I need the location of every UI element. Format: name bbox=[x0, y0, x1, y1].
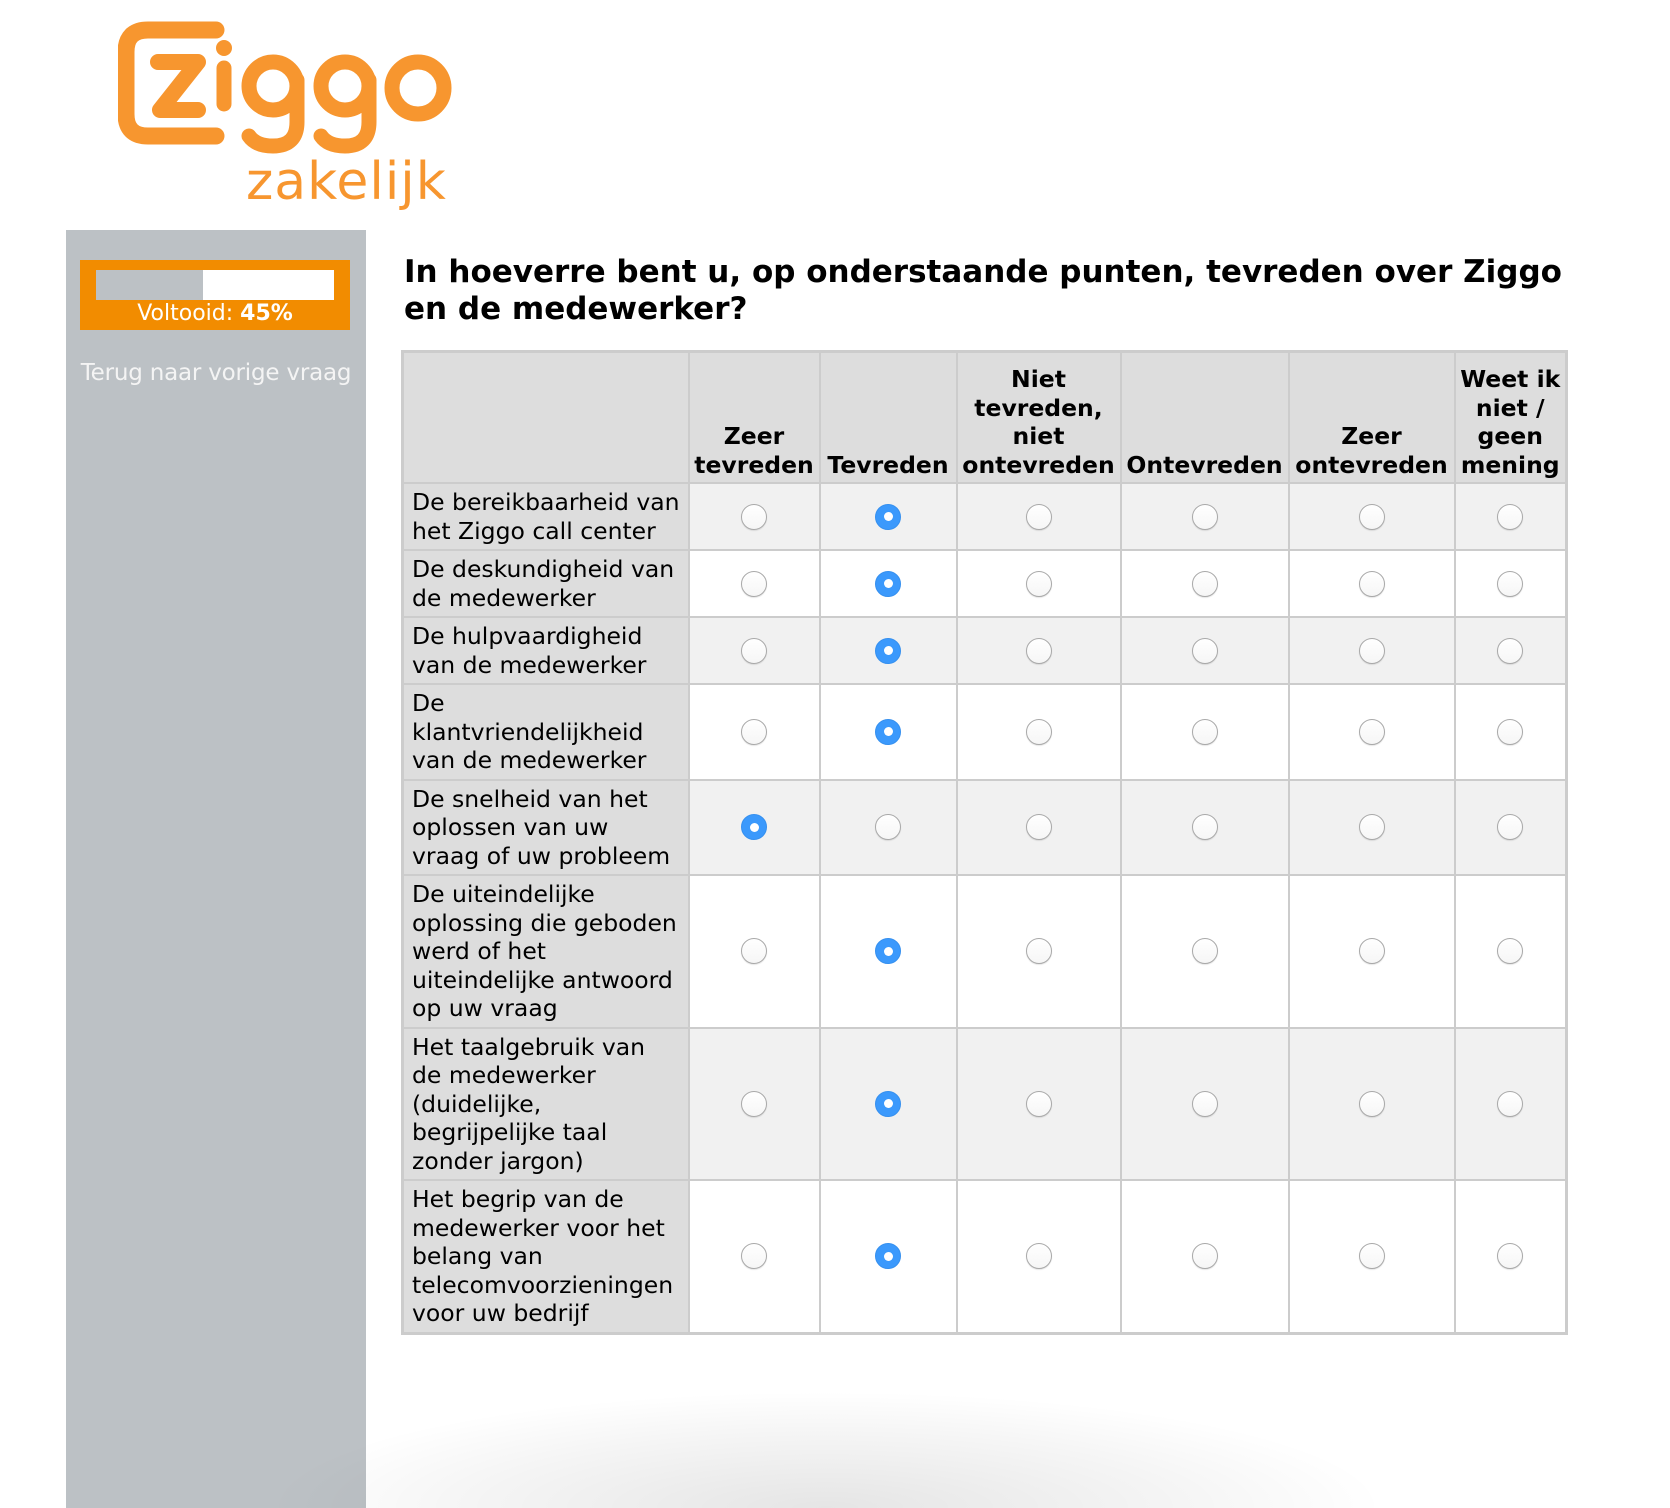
radio-unselected[interactable] bbox=[1359, 571, 1385, 597]
option-cell[interactable] bbox=[820, 1180, 957, 1333]
radio-unselected[interactable] bbox=[1192, 638, 1218, 664]
option-cell[interactable] bbox=[1455, 483, 1567, 550]
option-cell[interactable] bbox=[1455, 875, 1567, 1028]
statement-label: De klantvriendelijkheid van de medewerker bbox=[403, 684, 689, 780]
option-cell[interactable] bbox=[689, 483, 820, 550]
option-cell[interactable] bbox=[1455, 550, 1567, 617]
option-cell[interactable] bbox=[1289, 617, 1455, 684]
matrix-row bbox=[403, 617, 1567, 684]
option-cell[interactable] bbox=[689, 617, 820, 684]
statement-label: De deskundigheid van de medewerker bbox=[403, 550, 689, 617]
radio-unselected[interactable] bbox=[1497, 504, 1523, 530]
column-header: Zeer ontevreden bbox=[1289, 352, 1455, 484]
option-cell[interactable] bbox=[1121, 875, 1289, 1028]
radio-unselected[interactable] bbox=[741, 1243, 767, 1269]
option-cell[interactable] bbox=[820, 617, 957, 684]
option-cell[interactable] bbox=[1289, 1028, 1455, 1181]
option-cell[interactable] bbox=[1121, 1028, 1289, 1181]
option-cell[interactable] bbox=[957, 684, 1121, 780]
matrix-row bbox=[403, 483, 1567, 550]
column-header: Ontevreden bbox=[1121, 352, 1289, 484]
option-cell[interactable] bbox=[1121, 550, 1289, 617]
radio-unselected[interactable] bbox=[1026, 1091, 1052, 1117]
option-cell[interactable] bbox=[1289, 1180, 1455, 1333]
matrix-row bbox=[403, 1028, 1567, 1181]
option-cell[interactable] bbox=[957, 1028, 1121, 1181]
radio-unselected[interactable] bbox=[1026, 814, 1052, 840]
radio-unselected[interactable] bbox=[1192, 1243, 1218, 1269]
radio-unselected[interactable] bbox=[1359, 638, 1385, 664]
statement-label: Het taalgebruik van de medewerker (duidelijke, begrijpelijke taal zonder jargon) bbox=[403, 1028, 689, 1181]
radio-unselected[interactable] bbox=[1497, 1243, 1523, 1269]
ziggo-zakelijk-logo bbox=[118, 18, 468, 233]
radio-unselected[interactable] bbox=[1026, 504, 1052, 530]
option-cell[interactable] bbox=[957, 1180, 1121, 1333]
matrix-header-empty bbox=[403, 352, 689, 484]
radio-selected[interactable] bbox=[875, 1243, 901, 1269]
option-cell[interactable] bbox=[820, 483, 957, 550]
radio-unselected[interactable] bbox=[1192, 938, 1218, 964]
statement-label: De bereikbaarheid van het Ziggo call center bbox=[403, 483, 689, 550]
option-cell[interactable] bbox=[1455, 617, 1567, 684]
radio-unselected[interactable] bbox=[1359, 1243, 1385, 1269]
radio-unselected[interactable] bbox=[741, 938, 767, 964]
radio-selected[interactable] bbox=[875, 1091, 901, 1117]
option-cell[interactable] bbox=[820, 550, 957, 617]
radio-unselected[interactable] bbox=[741, 504, 767, 530]
option-cell[interactable] bbox=[1121, 780, 1289, 876]
option-cell[interactable] bbox=[689, 1180, 820, 1333]
option-cell[interactable] bbox=[957, 617, 1121, 684]
radio-unselected[interactable] bbox=[1497, 1091, 1523, 1117]
option-cell[interactable] bbox=[1455, 1028, 1567, 1181]
radio-unselected[interactable] bbox=[741, 1091, 767, 1117]
progress-value: 45% bbox=[240, 301, 293, 326]
matrix-row bbox=[403, 875, 1567, 1028]
radio-unselected[interactable] bbox=[1192, 814, 1218, 840]
option-cell[interactable] bbox=[689, 550, 820, 617]
option-cell[interactable] bbox=[689, 684, 820, 780]
radio-unselected[interactable] bbox=[875, 814, 901, 840]
option-cell[interactable] bbox=[1289, 684, 1455, 780]
progress-label bbox=[80, 301, 350, 327]
radio-unselected[interactable] bbox=[1026, 571, 1052, 597]
option-cell[interactable] bbox=[1121, 617, 1289, 684]
statement-label: De uiteindelijke oplossing die geboden werd of het uiteindelijke antwoord op uw vraag bbox=[403, 875, 689, 1028]
radio-unselected[interactable] bbox=[1192, 504, 1218, 530]
radio-unselected[interactable] bbox=[1026, 719, 1052, 745]
radio-selected[interactable] bbox=[741, 814, 767, 840]
bottom-shadow bbox=[260, 1390, 1390, 1508]
progress-label-text: Voltooid: bbox=[137, 301, 234, 326]
column-header: Tevreden bbox=[820, 352, 957, 484]
radio-unselected[interactable] bbox=[1497, 638, 1523, 664]
column-header: Niet tevreden, niet ontevreden bbox=[957, 352, 1121, 484]
matrix-row bbox=[403, 550, 1567, 617]
option-cell[interactable] bbox=[689, 780, 820, 876]
radio-unselected[interactable] bbox=[1497, 938, 1523, 964]
option-cell[interactable] bbox=[689, 1028, 820, 1181]
statement-label: De hulpvaardigheid van de medewerker bbox=[403, 617, 689, 684]
radio-selected[interactable] bbox=[875, 719, 901, 745]
radio-selected[interactable] bbox=[875, 504, 901, 530]
progress-box bbox=[80, 260, 350, 330]
matrix-row bbox=[403, 1180, 1567, 1333]
radio-unselected[interactable] bbox=[1359, 504, 1385, 530]
radio-unselected[interactable] bbox=[1192, 719, 1218, 745]
radio-unselected[interactable] bbox=[1359, 938, 1385, 964]
radio-unselected[interactable] bbox=[1026, 1243, 1052, 1269]
option-cell[interactable] bbox=[820, 875, 957, 1028]
option-cell[interactable] bbox=[1121, 1180, 1289, 1333]
option-cell[interactable] bbox=[1121, 483, 1289, 550]
matrix-header-row bbox=[403, 352, 1567, 484]
radio-unselected[interactable] bbox=[1359, 719, 1385, 745]
matrix-row bbox=[403, 684, 1567, 780]
option-cell[interactable] bbox=[1289, 550, 1455, 617]
radio-unselected[interactable] bbox=[1497, 571, 1523, 597]
option-cell[interactable] bbox=[957, 550, 1121, 617]
satisfaction-matrix bbox=[401, 350, 1568, 1335]
matrix-row bbox=[403, 780, 1567, 876]
radio-unselected[interactable] bbox=[741, 719, 767, 745]
radio-selected[interactable] bbox=[875, 571, 901, 597]
radio-unselected[interactable] bbox=[1497, 719, 1523, 745]
radio-unselected[interactable] bbox=[1026, 638, 1052, 664]
radio-unselected[interactable] bbox=[1026, 938, 1052, 964]
option-cell[interactable] bbox=[1289, 483, 1455, 550]
radio-unselected[interactable] bbox=[741, 638, 767, 664]
radio-selected[interactable] bbox=[875, 638, 901, 664]
column-header: Weet ik niet / geen mening bbox=[1455, 352, 1567, 484]
progress-bar bbox=[96, 270, 334, 300]
sidebar bbox=[66, 230, 366, 1508]
option-cell[interactable] bbox=[957, 483, 1121, 550]
radio-unselected[interactable] bbox=[1359, 1091, 1385, 1117]
radio-unselected[interactable] bbox=[741, 571, 767, 597]
option-cell[interactable] bbox=[1455, 780, 1567, 876]
column-header: Zeer tevreden bbox=[689, 352, 820, 484]
statement-label: De snelheid van het oplossen van uw vraag of uw probleem bbox=[403, 780, 689, 876]
option-cell[interactable] bbox=[820, 780, 957, 876]
option-cell[interactable] bbox=[1289, 875, 1455, 1028]
option-cell[interactable] bbox=[957, 875, 1121, 1028]
logo-subtext: zakelijk bbox=[246, 152, 447, 212]
option-cell[interactable] bbox=[689, 875, 820, 1028]
radio-unselected[interactable] bbox=[1497, 814, 1523, 840]
option-cell[interactable] bbox=[1455, 684, 1567, 780]
question-title: In hoeverre bent u, op onderstaande punten, tevreden over Ziggo en de medewerker? bbox=[404, 254, 1562, 327]
radio-unselected[interactable] bbox=[1192, 1091, 1218, 1117]
option-cell[interactable] bbox=[1121, 684, 1289, 780]
option-cell[interactable] bbox=[1289, 780, 1455, 876]
option-cell[interactable] bbox=[820, 1028, 957, 1181]
option-cell[interactable] bbox=[1455, 1180, 1567, 1333]
option-cell[interactable] bbox=[957, 780, 1121, 876]
statement-label: Het begrip van de medewerker voor het belang van telecomvoorzieningen voor uw bedrijf bbox=[403, 1180, 689, 1333]
radio-selected[interactable] bbox=[875, 938, 901, 964]
option-cell[interactable] bbox=[820, 684, 957, 780]
radio-unselected[interactable] bbox=[1192, 571, 1218, 597]
progress-bar-fill bbox=[96, 270, 203, 300]
radio-unselected[interactable] bbox=[1359, 814, 1385, 840]
back-to-previous-question-link[interactable]: Terug naar vorige vraag bbox=[80, 360, 352, 386]
